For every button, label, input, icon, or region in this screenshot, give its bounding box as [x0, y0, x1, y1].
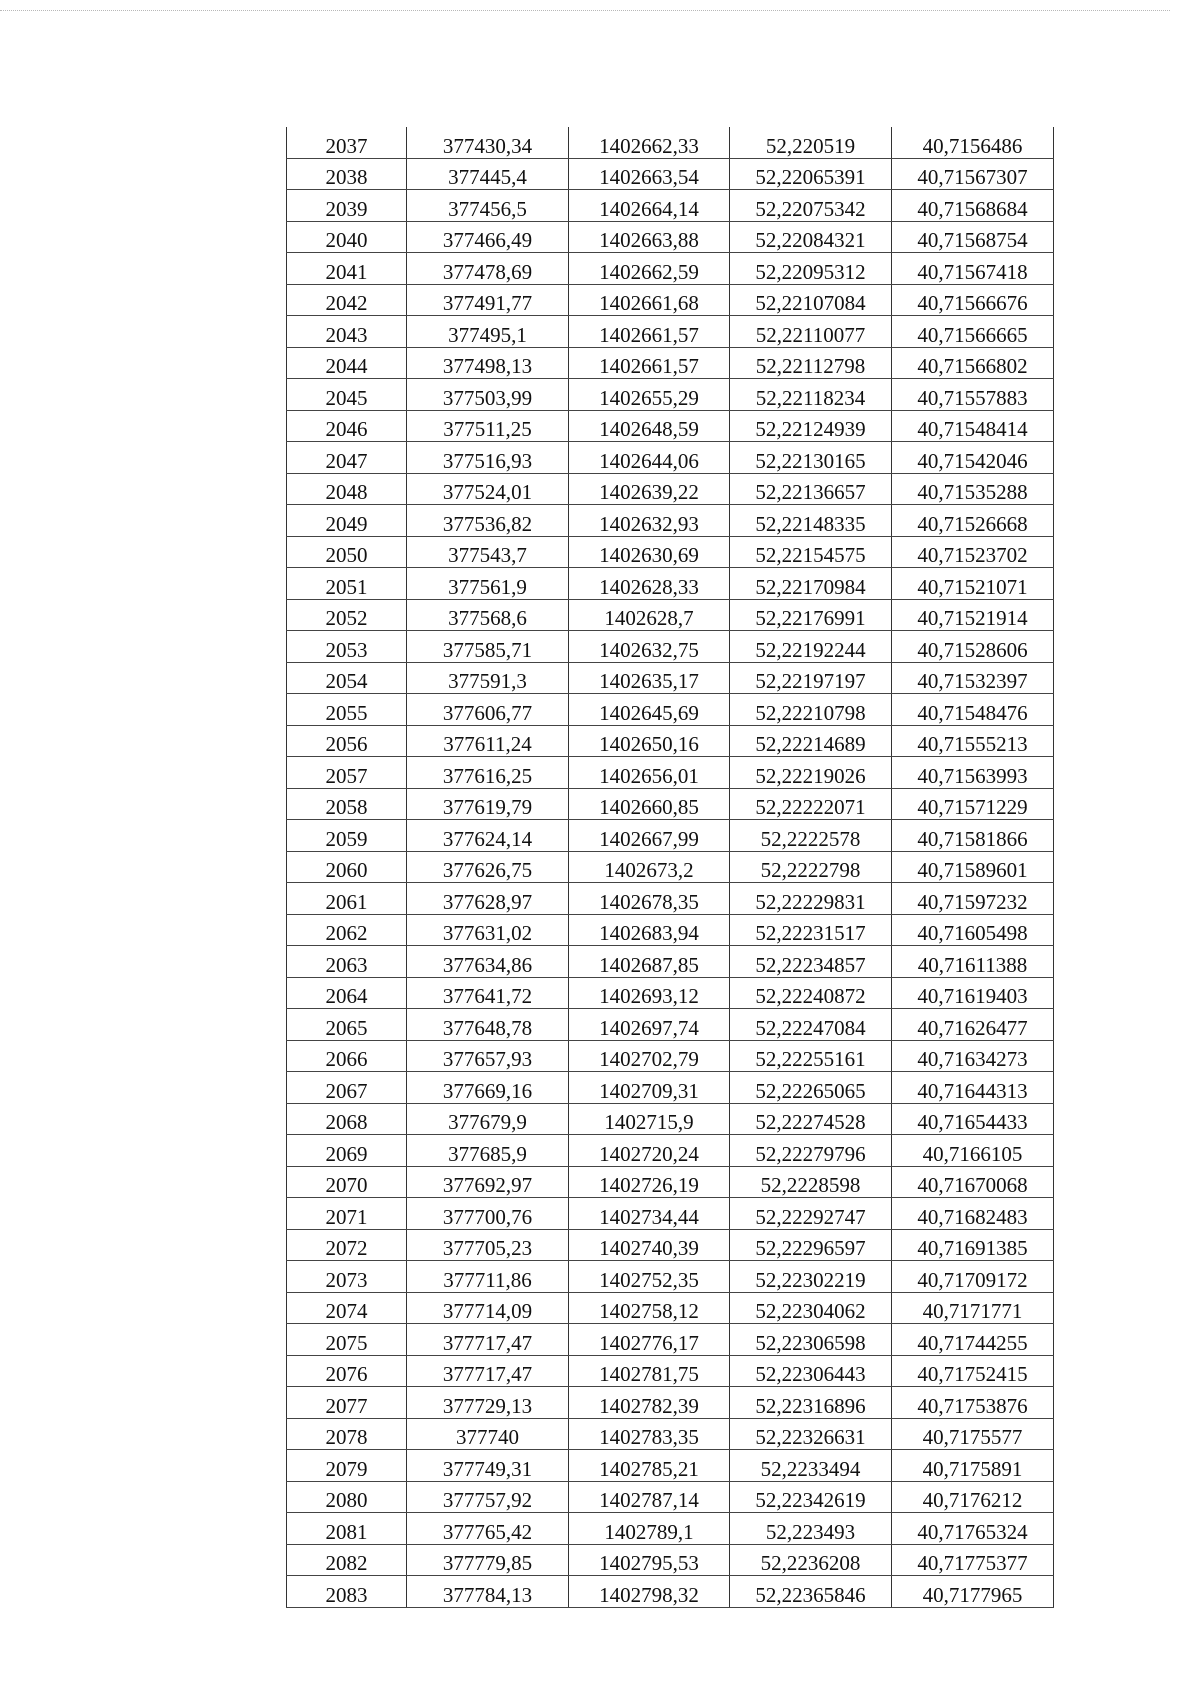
latitude-cell: 52,22136657	[730, 473, 892, 505]
latitude-cell: 52,22112798	[730, 347, 892, 379]
longitude-cell: 40,71528606	[892, 631, 1054, 663]
table-row	[287, 505, 1054, 537]
x-coordinate-cell: 377705,23	[407, 1229, 569, 1261]
point-number-cell: 2057	[287, 757, 407, 789]
x-coordinate-cell: 377717,47	[407, 1324, 569, 1356]
x-coordinate-cell: 377692,97	[407, 1166, 569, 1198]
y-coordinate-cell: 1402644,06	[569, 442, 730, 474]
longitude-cell: 40,71523702	[892, 536, 1054, 568]
latitude-cell: 52,22342619	[730, 1481, 892, 1513]
x-coordinate-cell: 377543,7	[407, 536, 569, 568]
x-coordinate-cell: 377495,1	[407, 316, 569, 348]
x-coordinate-cell: 377516,93	[407, 442, 569, 474]
longitude-cell: 40,71566665	[892, 316, 1054, 348]
x-coordinate-cell: 377503,99	[407, 379, 569, 411]
point-number-cell: 2052	[287, 599, 407, 631]
table-row	[287, 757, 1054, 789]
point-number-cell: 2047	[287, 442, 407, 474]
y-coordinate-cell: 1402628,7	[569, 599, 730, 631]
point-number-cell: 2053	[287, 631, 407, 663]
longitude-cell: 40,7166105	[892, 1135, 1054, 1167]
table-row	[287, 1387, 1054, 1419]
latitude-cell: 52,22065391	[730, 158, 892, 190]
latitude-cell: 52,2222578	[730, 820, 892, 852]
table-row	[287, 631, 1054, 663]
latitude-cell: 52,22229831	[730, 883, 892, 915]
point-number-cell: 2071	[287, 1198, 407, 1230]
longitude-cell: 40,71532397	[892, 662, 1054, 694]
y-coordinate-cell: 1402709,31	[569, 1072, 730, 1104]
point-number-cell: 2083	[287, 1576, 407, 1608]
y-coordinate-cell: 1402632,75	[569, 631, 730, 663]
point-number-cell: 2051	[287, 568, 407, 600]
latitude-cell: 52,22084321	[730, 221, 892, 253]
point-number-cell: 2079	[287, 1450, 407, 1482]
latitude-cell: 52,22075342	[730, 190, 892, 222]
y-coordinate-cell: 1402662,59	[569, 253, 730, 285]
table-row	[287, 1166, 1054, 1198]
y-coordinate-cell: 1402662,33	[569, 127, 730, 158]
longitude-cell: 40,7175577	[892, 1418, 1054, 1450]
point-number-cell: 2073	[287, 1261, 407, 1293]
y-coordinate-cell: 1402655,29	[569, 379, 730, 411]
table-row	[287, 1072, 1054, 1104]
latitude-cell: 52,220519	[730, 127, 892, 158]
y-coordinate-cell: 1402661,57	[569, 316, 730, 348]
table-row	[287, 1481, 1054, 1513]
table-row	[287, 284, 1054, 316]
y-coordinate-cell: 1402697,74	[569, 1009, 730, 1041]
point-number-cell: 2058	[287, 788, 407, 820]
latitude-cell: 52,22148335	[730, 505, 892, 537]
table-row	[287, 1198, 1054, 1230]
x-coordinate-cell: 377631,02	[407, 914, 569, 946]
y-coordinate-cell: 1402663,54	[569, 158, 730, 190]
table-row	[287, 914, 1054, 946]
table-row	[287, 316, 1054, 348]
point-number-cell: 2055	[287, 694, 407, 726]
point-number-cell: 2041	[287, 253, 407, 285]
latitude-cell: 52,2233494	[730, 1450, 892, 1482]
longitude-cell: 40,71557883	[892, 379, 1054, 411]
longitude-cell: 40,71682483	[892, 1198, 1054, 1230]
latitude-cell: 52,223493	[730, 1513, 892, 1545]
table-row	[287, 1040, 1054, 1072]
x-coordinate-cell: 377714,09	[407, 1292, 569, 1324]
longitude-cell: 40,71568754	[892, 221, 1054, 253]
y-coordinate-cell: 1402661,68	[569, 284, 730, 316]
y-coordinate-cell: 1402630,69	[569, 536, 730, 568]
y-coordinate-cell: 1402787,14	[569, 1481, 730, 1513]
longitude-cell: 40,71542046	[892, 442, 1054, 474]
y-coordinate-cell: 1402785,21	[569, 1450, 730, 1482]
x-coordinate-cell: 377568,6	[407, 599, 569, 631]
longitude-cell: 40,71619403	[892, 977, 1054, 1009]
table-row	[287, 1009, 1054, 1041]
point-number-cell: 2069	[287, 1135, 407, 1167]
y-coordinate-cell: 1402702,79	[569, 1040, 730, 1072]
y-coordinate-cell: 1402645,69	[569, 694, 730, 726]
point-number-cell: 2043	[287, 316, 407, 348]
longitude-cell: 40,71753876	[892, 1387, 1054, 1419]
point-number-cell: 2082	[287, 1544, 407, 1576]
x-coordinate-cell: 377561,9	[407, 568, 569, 600]
point-number-cell: 2081	[287, 1513, 407, 1545]
latitude-cell: 52,22306598	[730, 1324, 892, 1356]
latitude-cell: 52,22219026	[730, 757, 892, 789]
longitude-cell: 40,71709172	[892, 1261, 1054, 1293]
y-coordinate-cell: 1402687,85	[569, 946, 730, 978]
y-coordinate-cell: 1402656,01	[569, 757, 730, 789]
x-coordinate-cell: 377611,24	[407, 725, 569, 757]
latitude-cell: 52,22095312	[730, 253, 892, 285]
y-coordinate-cell: 1402781,75	[569, 1355, 730, 1387]
table-row	[287, 1135, 1054, 1167]
table-row	[287, 1229, 1054, 1261]
x-coordinate-cell: 377536,82	[407, 505, 569, 537]
point-number-cell: 2068	[287, 1103, 407, 1135]
x-coordinate-cell: 377657,93	[407, 1040, 569, 1072]
point-number-cell: 2061	[287, 883, 407, 915]
point-number-cell: 2060	[287, 851, 407, 883]
point-number-cell: 2075	[287, 1324, 407, 1356]
point-number-cell: 2042	[287, 284, 407, 316]
latitude-cell: 52,22274528	[730, 1103, 892, 1135]
y-coordinate-cell: 1402635,17	[569, 662, 730, 694]
y-coordinate-cell: 1402726,19	[569, 1166, 730, 1198]
longitude-cell: 40,71634273	[892, 1040, 1054, 1072]
y-coordinate-cell: 1402663,88	[569, 221, 730, 253]
table-row	[287, 1576, 1054, 1608]
longitude-cell: 40,71744255	[892, 1324, 1054, 1356]
longitude-cell: 40,71581866	[892, 820, 1054, 852]
x-coordinate-cell: 377606,77	[407, 694, 569, 726]
x-coordinate-cell: 377624,14	[407, 820, 569, 852]
latitude-cell: 52,22231517	[730, 914, 892, 946]
table-row	[287, 221, 1054, 253]
x-coordinate-cell: 377585,71	[407, 631, 569, 663]
longitude-cell: 40,71644313	[892, 1072, 1054, 1104]
table-row	[287, 946, 1054, 978]
longitude-cell: 40,71626477	[892, 1009, 1054, 1041]
table-row	[287, 568, 1054, 600]
table-row	[287, 694, 1054, 726]
latitude-cell: 52,22170984	[730, 568, 892, 600]
x-coordinate-cell: 377641,72	[407, 977, 569, 1009]
point-number-cell: 2037	[287, 127, 407, 158]
y-coordinate-cell: 1402776,17	[569, 1324, 730, 1356]
x-coordinate-cell: 377717,47	[407, 1355, 569, 1387]
coordinates-table	[286, 127, 1054, 1608]
point-number-cell: 2067	[287, 1072, 407, 1104]
table-row	[287, 788, 1054, 820]
latitude-cell: 52,22107084	[730, 284, 892, 316]
table-row	[287, 473, 1054, 505]
y-coordinate-cell: 1402734,44	[569, 1198, 730, 1230]
x-coordinate-cell: 377740	[407, 1418, 569, 1450]
latitude-cell: 52,22279796	[730, 1135, 892, 1167]
longitude-cell: 40,71526668	[892, 505, 1054, 537]
point-number-cell: 2076	[287, 1355, 407, 1387]
y-coordinate-cell: 1402683,94	[569, 914, 730, 946]
point-number-cell: 2040	[287, 221, 407, 253]
x-coordinate-cell: 377634,86	[407, 946, 569, 978]
point-number-cell: 2074	[287, 1292, 407, 1324]
point-number-cell: 2064	[287, 977, 407, 1009]
longitude-cell: 40,71752415	[892, 1355, 1054, 1387]
longitude-cell: 40,71589601	[892, 851, 1054, 883]
x-coordinate-cell: 377784,13	[407, 1576, 569, 1608]
latitude-cell: 52,22176991	[730, 599, 892, 631]
scan-edge-line	[0, 10, 1170, 11]
x-coordinate-cell: 377648,78	[407, 1009, 569, 1041]
x-coordinate-cell: 377619,79	[407, 788, 569, 820]
x-coordinate-cell: 377511,25	[407, 410, 569, 442]
y-coordinate-cell: 1402628,33	[569, 568, 730, 600]
point-number-cell: 2045	[287, 379, 407, 411]
point-number-cell: 2039	[287, 190, 407, 222]
latitude-cell: 52,22316896	[730, 1387, 892, 1419]
y-coordinate-cell: 1402678,35	[569, 883, 730, 915]
y-coordinate-cell: 1402720,24	[569, 1135, 730, 1167]
x-coordinate-cell: 377616,25	[407, 757, 569, 789]
x-coordinate-cell: 377498,13	[407, 347, 569, 379]
x-coordinate-cell: 377757,92	[407, 1481, 569, 1513]
point-number-cell: 2049	[287, 505, 407, 537]
y-coordinate-cell: 1402648,59	[569, 410, 730, 442]
table-row	[287, 725, 1054, 757]
coordinates-table-body	[287, 127, 1054, 1607]
longitude-cell: 40,7177965	[892, 1576, 1054, 1608]
x-coordinate-cell: 377626,75	[407, 851, 569, 883]
point-number-cell: 2059	[287, 820, 407, 852]
y-coordinate-cell: 1402795,53	[569, 1544, 730, 1576]
x-coordinate-cell: 377430,34	[407, 127, 569, 158]
x-coordinate-cell: 377779,85	[407, 1544, 569, 1576]
table-row	[287, 1292, 1054, 1324]
latitude-cell: 52,22255161	[730, 1040, 892, 1072]
table-row	[287, 1544, 1054, 1576]
table-row	[287, 820, 1054, 852]
x-coordinate-cell: 377445,4	[407, 158, 569, 190]
x-coordinate-cell: 377478,69	[407, 253, 569, 285]
latitude-cell: 52,22214689	[730, 725, 892, 757]
latitude-cell: 52,22292747	[730, 1198, 892, 1230]
latitude-cell: 52,22192244	[730, 631, 892, 663]
table-row	[287, 127, 1054, 158]
longitude-cell: 40,7156486	[892, 127, 1054, 158]
latitude-cell: 52,22326631	[730, 1418, 892, 1450]
longitude-cell: 40,71670068	[892, 1166, 1054, 1198]
longitude-cell: 40,71566802	[892, 347, 1054, 379]
latitude-cell: 52,2222798	[730, 851, 892, 883]
longitude-cell: 40,71567418	[892, 253, 1054, 285]
latitude-cell: 52,22197197	[730, 662, 892, 694]
table-row	[287, 662, 1054, 694]
y-coordinate-cell: 1402667,99	[569, 820, 730, 852]
y-coordinate-cell: 1402715,9	[569, 1103, 730, 1135]
longitude-cell: 40,71567307	[892, 158, 1054, 190]
point-number-cell: 2056	[287, 725, 407, 757]
x-coordinate-cell: 377466,49	[407, 221, 569, 253]
longitude-cell: 40,71611388	[892, 946, 1054, 978]
table-row	[287, 883, 1054, 915]
longitude-cell: 40,71548414	[892, 410, 1054, 442]
point-number-cell: 2070	[287, 1166, 407, 1198]
latitude-cell: 52,22222071	[730, 788, 892, 820]
point-number-cell: 2066	[287, 1040, 407, 1072]
longitude-cell: 40,71521071	[892, 568, 1054, 600]
latitude-cell: 52,22234857	[730, 946, 892, 978]
table-row	[287, 253, 1054, 285]
y-coordinate-cell: 1402650,16	[569, 725, 730, 757]
latitude-cell: 52,22302219	[730, 1261, 892, 1293]
latitude-cell: 52,22110077	[730, 316, 892, 348]
longitude-cell: 40,71654433	[892, 1103, 1054, 1135]
y-coordinate-cell: 1402661,57	[569, 347, 730, 379]
x-coordinate-cell: 377679,9	[407, 1103, 569, 1135]
y-coordinate-cell: 1402752,35	[569, 1261, 730, 1293]
table-row	[287, 1355, 1054, 1387]
longitude-cell: 40,71597232	[892, 883, 1054, 915]
table-row	[287, 1103, 1054, 1135]
table-row	[287, 851, 1054, 883]
point-number-cell: 2080	[287, 1481, 407, 1513]
table-row	[287, 410, 1054, 442]
point-number-cell: 2062	[287, 914, 407, 946]
latitude-cell: 52,22296597	[730, 1229, 892, 1261]
table-row	[287, 599, 1054, 631]
longitude-cell: 40,71605498	[892, 914, 1054, 946]
y-coordinate-cell: 1402783,35	[569, 1418, 730, 1450]
latitude-cell: 52,22154575	[730, 536, 892, 568]
y-coordinate-cell: 1402789,1	[569, 1513, 730, 1545]
longitude-cell: 40,71568684	[892, 190, 1054, 222]
y-coordinate-cell: 1402639,22	[569, 473, 730, 505]
x-coordinate-cell: 377628,97	[407, 883, 569, 915]
longitude-cell: 40,71535288	[892, 473, 1054, 505]
table-row	[287, 190, 1054, 222]
y-coordinate-cell: 1402740,39	[569, 1229, 730, 1261]
table-row	[287, 1418, 1054, 1450]
longitude-cell: 40,71566676	[892, 284, 1054, 316]
point-number-cell: 2054	[287, 662, 407, 694]
x-coordinate-cell: 377491,77	[407, 284, 569, 316]
y-coordinate-cell: 1402632,93	[569, 505, 730, 537]
point-number-cell: 2072	[287, 1229, 407, 1261]
table-row	[287, 442, 1054, 474]
longitude-cell: 40,71691385	[892, 1229, 1054, 1261]
longitude-cell: 40,71571229	[892, 788, 1054, 820]
point-number-cell: 2048	[287, 473, 407, 505]
latitude-cell: 52,2228598	[730, 1166, 892, 1198]
point-number-cell: 2038	[287, 158, 407, 190]
x-coordinate-cell: 377749,31	[407, 1450, 569, 1482]
latitude-cell: 52,22240872	[730, 977, 892, 1009]
point-number-cell: 2077	[287, 1387, 407, 1419]
longitude-cell: 40,71521914	[892, 599, 1054, 631]
latitude-cell: 52,22304062	[730, 1292, 892, 1324]
y-coordinate-cell: 1402660,85	[569, 788, 730, 820]
longitude-cell: 40,7175891	[892, 1450, 1054, 1482]
latitude-cell: 52,22118234	[730, 379, 892, 411]
coordinates-table-container	[286, 127, 1053, 1608]
table-row	[287, 1450, 1054, 1482]
x-coordinate-cell: 377711,86	[407, 1261, 569, 1293]
y-coordinate-cell: 1402758,12	[569, 1292, 730, 1324]
point-number-cell: 2065	[287, 1009, 407, 1041]
x-coordinate-cell: 377456,5	[407, 190, 569, 222]
x-coordinate-cell: 377591,3	[407, 662, 569, 694]
latitude-cell: 52,22130165	[730, 442, 892, 474]
latitude-cell: 52,22247084	[730, 1009, 892, 1041]
table-row	[287, 536, 1054, 568]
point-number-cell: 2063	[287, 946, 407, 978]
table-row	[287, 347, 1054, 379]
point-number-cell: 2050	[287, 536, 407, 568]
point-number-cell: 2046	[287, 410, 407, 442]
longitude-cell: 40,71548476	[892, 694, 1054, 726]
latitude-cell: 52,22265065	[730, 1072, 892, 1104]
x-coordinate-cell: 377685,9	[407, 1135, 569, 1167]
table-row	[287, 1261, 1054, 1293]
y-coordinate-cell: 1402782,39	[569, 1387, 730, 1419]
x-coordinate-cell: 377765,42	[407, 1513, 569, 1545]
table-row	[287, 158, 1054, 190]
latitude-cell: 52,2236208	[730, 1544, 892, 1576]
latitude-cell: 52,22210798	[730, 694, 892, 726]
x-coordinate-cell: 377729,13	[407, 1387, 569, 1419]
longitude-cell: 40,71563993	[892, 757, 1054, 789]
longitude-cell: 40,7176212	[892, 1481, 1054, 1513]
point-number-cell: 2044	[287, 347, 407, 379]
latitude-cell: 52,22306443	[730, 1355, 892, 1387]
y-coordinate-cell: 1402693,12	[569, 977, 730, 1009]
x-coordinate-cell: 377524,01	[407, 473, 569, 505]
latitude-cell: 52,22365846	[730, 1576, 892, 1608]
longitude-cell: 40,71775377	[892, 1544, 1054, 1576]
x-coordinate-cell: 377669,16	[407, 1072, 569, 1104]
y-coordinate-cell: 1402664,14	[569, 190, 730, 222]
latitude-cell: 52,22124939	[730, 410, 892, 442]
point-number-cell: 2078	[287, 1418, 407, 1450]
y-coordinate-cell: 1402673,2	[569, 851, 730, 883]
longitude-cell: 40,7171771	[892, 1292, 1054, 1324]
y-coordinate-cell: 1402798,32	[569, 1576, 730, 1608]
longitude-cell: 40,71555213	[892, 725, 1054, 757]
table-row	[287, 1513, 1054, 1545]
table-row	[287, 977, 1054, 1009]
table-row	[287, 379, 1054, 411]
x-coordinate-cell: 377700,76	[407, 1198, 569, 1230]
longitude-cell: 40,71765324	[892, 1513, 1054, 1545]
table-row	[287, 1324, 1054, 1356]
